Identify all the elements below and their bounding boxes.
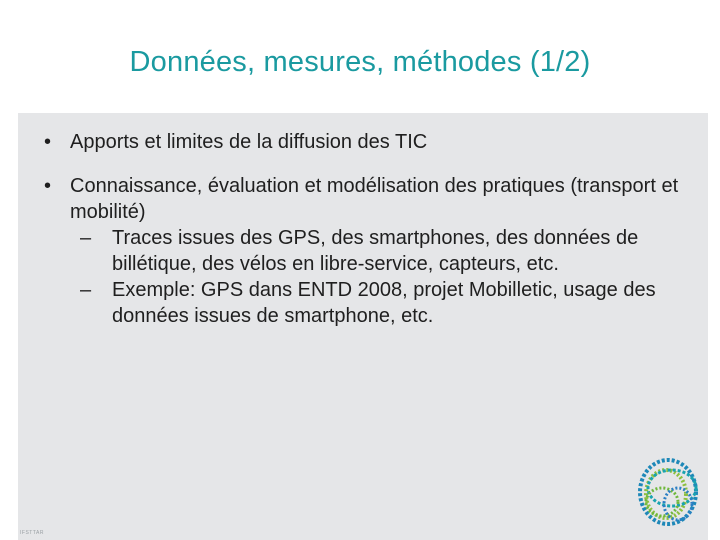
bullet-list [44,129,684,329]
subbullet-text: Traces issues des GPS, des smartphones, des données de billétique, des vélos en libre-service, capteurs, etc. [112,227,639,275]
bullet-item [44,129,684,155]
subbullet-item [80,277,684,329]
dash-marker: – [80,227,92,249]
content-panel [18,113,708,540]
footer-text: IFSTTAR [20,530,44,536]
dash-marker: – [80,279,92,301]
subbullet-list [70,225,684,329]
subbullet-item [80,225,684,277]
slide-title: Données, mesures, méthodes (1/2) [129,46,591,78]
bullet-item [44,173,684,329]
subbullet-text: Exemple: GPS dans ENTD 2008, projet Mobilletic, usage des données issues de smartphone, etc. [112,279,656,327]
bullet-text: Apports et limites de la diffusion des TIC [70,131,428,153]
bullet-marker: • [44,175,52,197]
interlaced-rings-logo-icon [628,452,704,534]
bullet-marker: • [44,131,52,153]
bullet-text: Connaissance, évaluation et modélisation des pratiques (transport et mobilité) [70,175,679,223]
